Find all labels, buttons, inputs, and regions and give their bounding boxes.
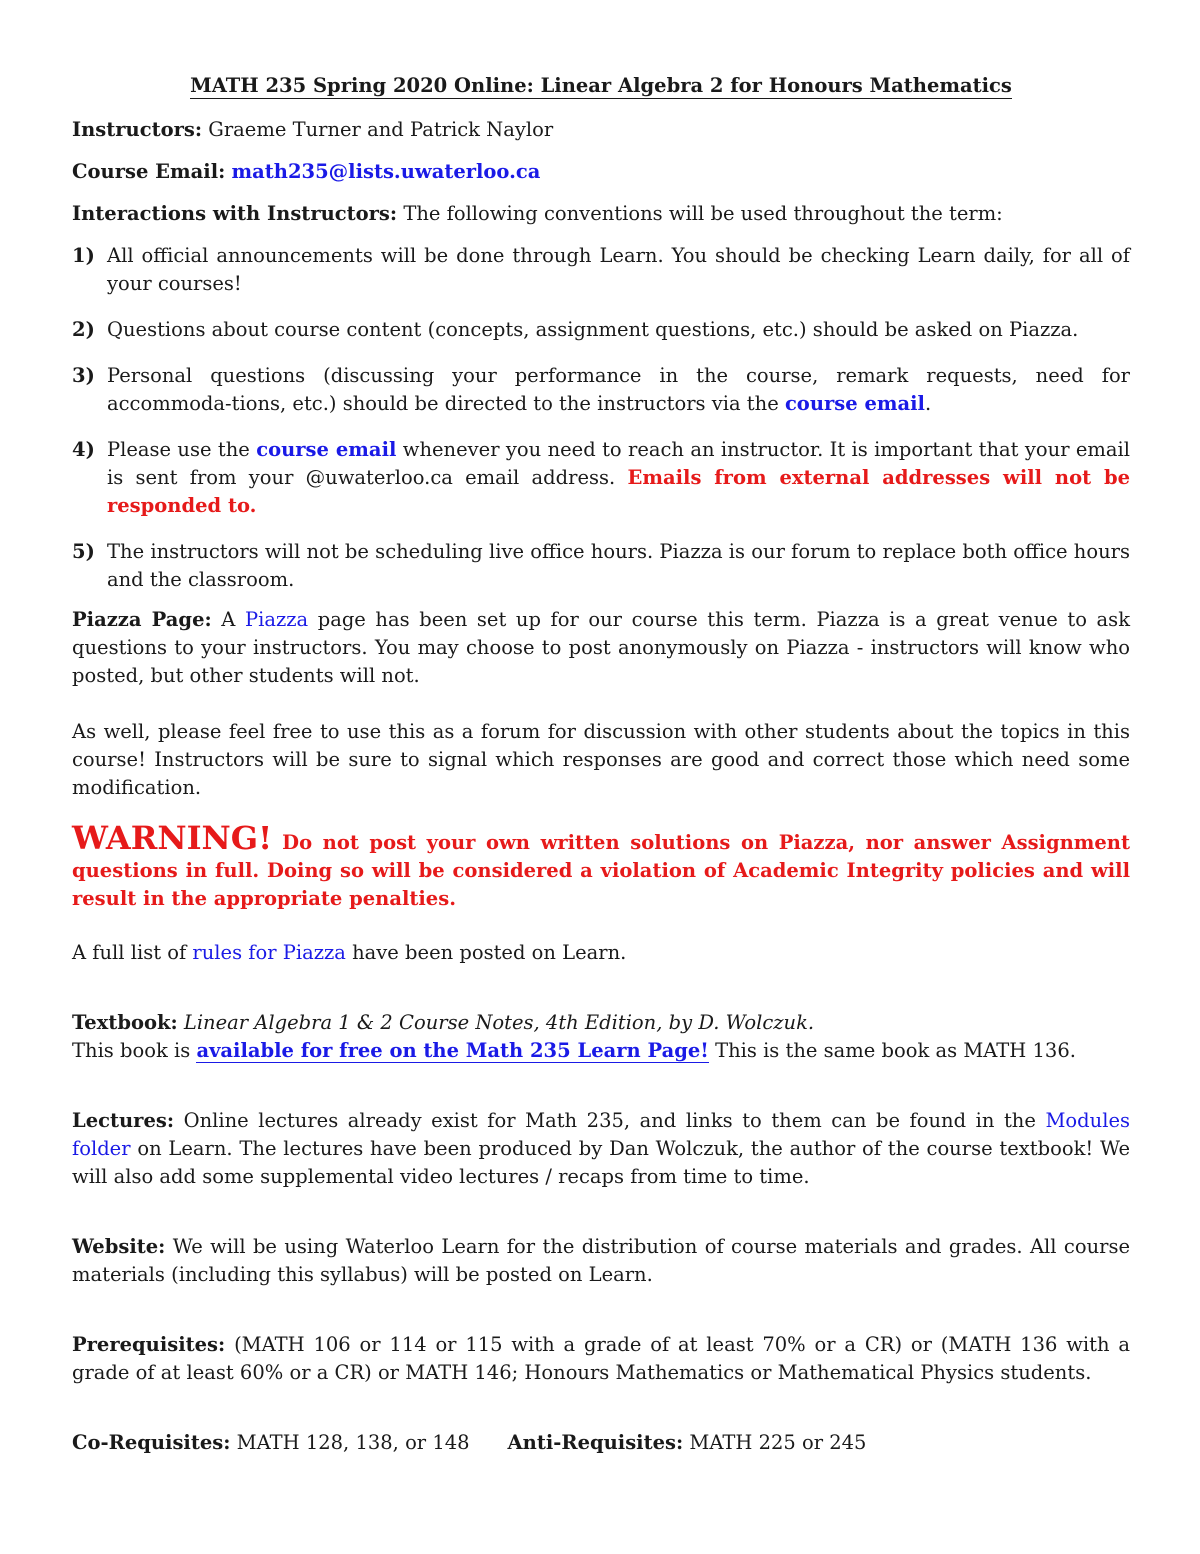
course-email-link[interactable]: math235@lists.uwaterloo.ca	[231, 160, 541, 183]
piazza-label: Piazza Page:	[72, 608, 212, 631]
instructors-value: Graeme Turner and Patrick Naylor	[208, 118, 554, 141]
antirequisites-label: Anti-Requisites:	[507, 1431, 684, 1454]
lectures-text-after: on Learn. The lectures have been produced by Dan Wolczuk, the author of the course textbook! We will also add some supplemental video lectures / recaps from time to time.	[72, 1137, 1130, 1188]
modules-folder-link[interactable]: Modules folder	[72, 1109, 1130, 1160]
textbook-line2-before: This book is	[72, 1039, 191, 1062]
conventions-list	[72, 242, 1130, 594]
rules-text-after: have been posted on Learn.	[352, 941, 627, 964]
piazza-text-before: A	[221, 608, 236, 631]
textbook-line2-after: This is the same book as MATH 136.	[715, 1039, 1076, 1062]
convention-item-5	[72, 538, 1130, 594]
convention-number-4: 4)	[72, 438, 95, 461]
page-title-text: MATH 235 Spring 2020 Online: Linear Algebra 2 for Honours Mathematics	[190, 74, 1012, 97]
interactions-line	[72, 200, 1130, 228]
convention-text-3-end: .	[924, 392, 932, 415]
website-paragraph	[72, 1233, 1130, 1289]
warning-heading: WARNING!	[72, 819, 273, 857]
convention-text-4: Please use the	[107, 438, 250, 461]
warning-text: Do not post your own written solutions on Piazza, nor answer Assignment questions in full. Doing so will be considered a violation of Academic Integrity policies and will result in the appropriate penalties.	[72, 831, 1130, 910]
course-email-link-3[interactable]: course email	[784, 392, 925, 415]
piazza-text-after: page has been set up for our course this term. Piazza is a great venue to ask questions to your instructors. You may choose to post anonymously on Piazza - instructors will know who posted, but other students will not.	[72, 608, 1131, 687]
piazza-link[interactable]: Piazza	[244, 608, 309, 631]
antirequisites-value: MATH 225 or 245	[689, 1431, 867, 1454]
learn-page-link[interactable]: available for free on the Math 235 Learn Page!	[196, 1039, 709, 1062]
convention-number-3: 3)	[72, 364, 95, 387]
website-label: Website:	[72, 1235, 166, 1258]
course-email-link-4[interactable]: course email	[256, 438, 397, 461]
piazza-paragraph	[72, 606, 1130, 690]
textbook-title: Linear Algebra 1 & 2 Course Notes, 4th Edition, by D. Wolczuk.	[183, 1011, 815, 1034]
piazza-paragraph-2: As well, please feel free to use this as a forum for discussion with other students about the topics in this course! Instructors will be sure to signal which responses are good and correct those which need some modification.	[72, 720, 1130, 799]
convention-text-5: The instructors will not be scheduling live office hours. Piazza is our forum to replace both office hours and the classroom.	[107, 540, 1130, 591]
convention-number-2: 2)	[72, 318, 95, 341]
corequisites-label: Co-Requisites:	[72, 1431, 231, 1454]
instructors-label: Instructors:	[72, 118, 203, 141]
course-email-line	[72, 158, 1130, 186]
lectures-paragraph	[72, 1107, 1130, 1191]
convention-number-5: 5)	[72, 540, 95, 563]
convention-item-3	[72, 362, 1130, 418]
course-email-label: Course Email:	[72, 160, 226, 183]
external-email-warning: Emails from external addresses will not be responded to.	[107, 466, 1130, 517]
requisites-line	[72, 1429, 1130, 1457]
rules-for-piazza-link[interactable]: rules for Piazza	[192, 941, 346, 964]
convention-text-4-mid: whenever you need to reach an instructor. It is important that your email is sent from your @uwaterloo.ca email address.	[107, 438, 1131, 489]
interactions-intro: The following conventions will be used throughout the term:	[403, 202, 1003, 225]
textbook-line	[72, 1009, 1130, 1037]
lectures-text-before: Online lectures already exist for Math 235, and links to them can be found in the	[183, 1109, 1036, 1132]
convention-text-1: All official announcements will be done through Learn. You should be checking Learn daily, for all of your courses!	[107, 244, 1130, 295]
prerequisites-paragraph	[72, 1331, 1130, 1387]
prerequisites-text: (MATH 106 or 114 or 115 with a grade of at least 70% or a CR) or (MATH 136 with a grade of at least 60% or a CR) or MATH 146; Honours Mathematics or Mathematical Physics students.	[72, 1333, 1130, 1384]
antirequisites	[508, 1429, 867, 1457]
textbook-availability-line	[72, 1037, 1130, 1065]
corequisites	[72, 1429, 470, 1457]
rules-line	[72, 939, 1130, 967]
lectures-label: Lectures:	[72, 1109, 175, 1132]
instructors-line	[72, 116, 1130, 144]
convention-number-1: 1)	[72, 244, 95, 267]
convention-text-2: Questions about course content (concepts, assignment questions, etc.) should be asked on Piazza.	[107, 318, 1079, 341]
convention-item-4	[72, 436, 1130, 520]
syllabus-page	[72, 72, 1130, 1457]
page-title	[72, 72, 1130, 100]
website-text: We will be using Waterloo Learn for the distribution of course materials and grades. All course materials (including this syllabus) will be posted on Learn.	[72, 1235, 1130, 1286]
convention-item-2	[72, 316, 1130, 344]
rules-text-before: A full list of	[72, 941, 187, 964]
convention-text-3: Personal questions (discussing your performance in the course, remark requests, need for accommoda-tions, etc.) should be directed to the instructors via the	[107, 364, 1130, 415]
prerequisites-label: Prerequisites:	[72, 1333, 226, 1356]
corequisites-value: MATH 128, 138, or 148	[236, 1431, 470, 1454]
warning-paragraph	[72, 819, 1130, 913]
interactions-label: Interactions with Instructors:	[72, 202, 398, 225]
textbook-label: Textbook:	[72, 1011, 178, 1034]
convention-item-1	[72, 242, 1130, 298]
